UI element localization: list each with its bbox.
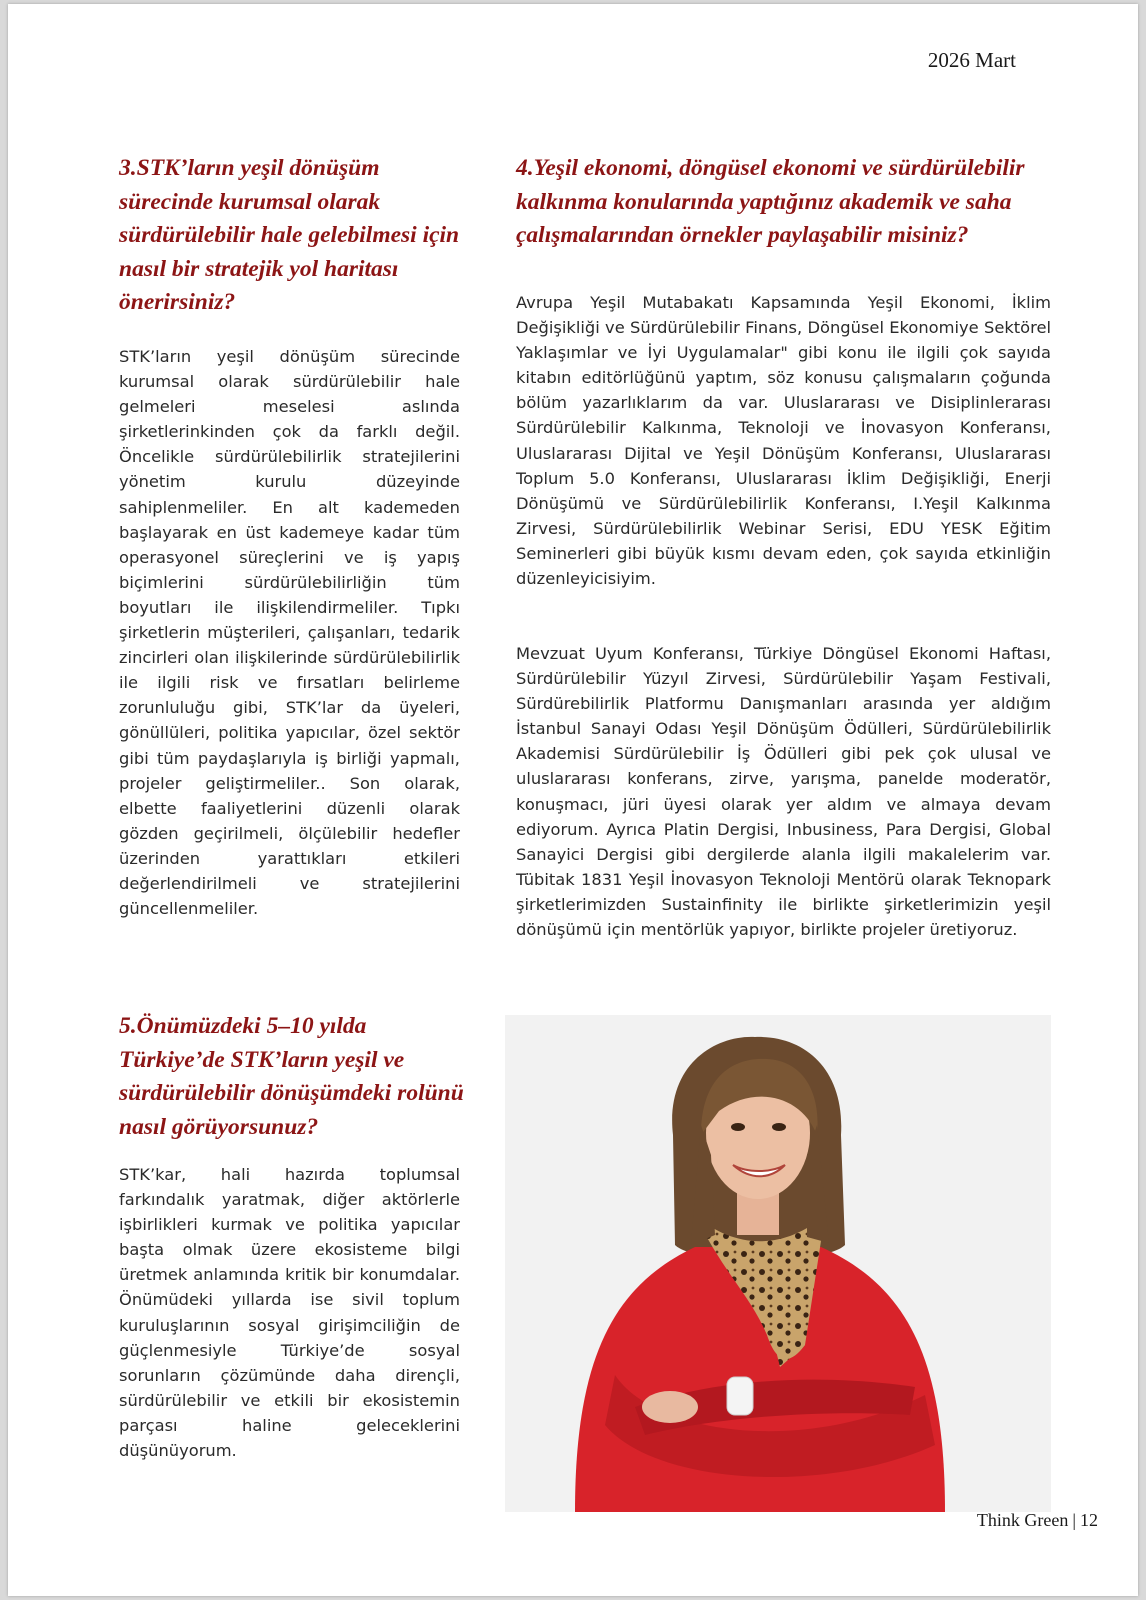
portrait-illustration: [505, 1015, 1051, 1512]
portrait-photo: [505, 1015, 1051, 1512]
question-5-answer: STK’kar, hali hazırda toplumsal farkındalık yaratmak, diğer aktörlerle işbirlikleri kurmak ve politika yapıcılar başta olmak üzere ekosisteme bilgi üretmek anlamında kritik bir konumdalar. Önümüdeki yıllarda ise sivil toplum kuruluşlarının sosyal girişimciliğin de güçlenmesiyle Türkiye’de sosyal sorunların çözümünde daha dirençli, sürdürülebilir ve etkili bir ekosistemin parçası haline geleceklerini düşünüyorum.: [119, 1165, 460, 1461]
question-3-heading: 3.STK’ların yeşil dönüşüm sürecinde kurumsal olarak sürdürülebilir hale gelebilmesi için nasıl bir stratejik yol haritası önerirsiniz?: [119, 155, 460, 315]
page-footer: [977, 1510, 1098, 1531]
question-4-paragraph-1: Avrupa Yeşil Mutabakatı Kapsamında Yeşil Ekonomi, İklim Değişikliği ve Sürdürülebilir Finans, Döngüsel Ekonomiye Sektörel Yaklaşımlar ve İyi Uygulamalar" gibi konu ile ilgili çok sayıda kitabın editörlüğünü yaptım, söz konusu çalışmaların çoğunda bölüm yazarlıklarım da var. Uluslararası ve Disiplinlerarası Sürdürülebilir Kalkınma, Teknoloji ve İnovasyon Konferansı, Uluslararası Dijital ve Yeşil Dönüşüm Konferansı, Uluslararası Toplum 5.0 Konferansı, Uluslararası İklim Değişikliği, Enerji Dönüşümü ve Sürdürülebilirlik Konferansı, I.Yeşil Kalkınma Zirvesi, Sürdürülebilirlik Webinar Serisi, EDU YESK Eğitim Seminerleri gibi büyük kısmı devam eden, çok sayıda etkinliğin düzenleyicisiyim.: [516, 293, 1051, 589]
footer-separator: |: [1072, 1510, 1076, 1530]
magazine-page: [8, 4, 1138, 1596]
issue-date: 2026 Mart: [927, 48, 1016, 72]
footer-brand: Think Green: [976, 1510, 1069, 1530]
question-4-heading: 4.Yeşil ekonomi, döngüsel ekonomi ve sürdürülebilir kalkınma konularında yaptığınız akademik ve saha çalışmalarından örnekler paylaşabilir misiniz?: [516, 155, 1025, 248]
page-number: 12: [1080, 1510, 1098, 1530]
question-3-answer: STK’ların yeşil dönüşüm sürecinde kurumsal olarak sürdürülebilir hale gelmeleri meselesi aslında şirketlerinkinden çok da farklı değil. Öncelikle sürdürülebilirlik stratejilerini yönetim kurulu düzeyinde sahiplenmeliler. En alt kademeden başlayarak en üst kademeye kadar tüm operasyonel süreçlerini ve iş yapış biçimlerini sürdürülebilirliğin tüm boyutları ile ilişkilendirmeliler. Tıpkı şirketlerin müşterileri, çalışanları, tedarik zincirleri olan ilişkilerinde sürdürülebilirlik ile ilgili risk ve fırsatları belirleme zorunluluğu gibi, STK’lar da üyeleri, gönüllüleri, politika yapıcılar, özel sektör gibi tüm paydaşlarıyla iş birliği yapmalı, projeler geliştirmeliler.. Son olarak, elbette faaliyetlerini düzenli olarak gözden geçirilmeli, ölçülebilir hedefler üzerinden yarattıkları etkileri değerlendirilmeli ve stratejilerini güncellenmeliler.: [119, 347, 460, 919]
question-5-heading: 5.Önümüzdeki 5–10 yılda Türkiye’de STK’ların yeşil ve sürdürülebilir dönüşümdeki rolünü nasıl görüyorsunuz?: [119, 1013, 464, 1140]
question-4-paragraph-2: Mevzuat Uyum Konferansı, Türkiye Döngüsel Ekonomi Haftası, Sürdürülebilir Yüzyıl Zirvesi, Sürdürülebilir Yaşam Festivali, Sürdürebilirlik Platformu Danışmanları arasında yer aldığım İstanbul Sanayi Odası Yeşil Dönüşüm Ödülleri, Sürdürülebilirlik Akademisi Sürdürülebilir İş Ödülleri gibi pek çok ulusal ve uluslararası konferans, zirve, yarışma, panelde moderatör, konuşmacı, jüri üyesi olarak yer aldım ve almaya devam ediyorum. Ayrıca Platin Dergisi, Inbusiness, Para Dergisi, Global Sanayici Dergisi gibi dergilerde alanla ilgili makalelerim var. Tübitak 1831 Yeşil İnovasyon Teknoloji Mentörü olarak Teknopark şirketlerimizden Sustainfinity ile birlikte şirketlerimizin yeşil dönüşümü için mentörlük yapıyor, birlikte projeler üretiyoruz.: [516, 644, 1051, 940]
